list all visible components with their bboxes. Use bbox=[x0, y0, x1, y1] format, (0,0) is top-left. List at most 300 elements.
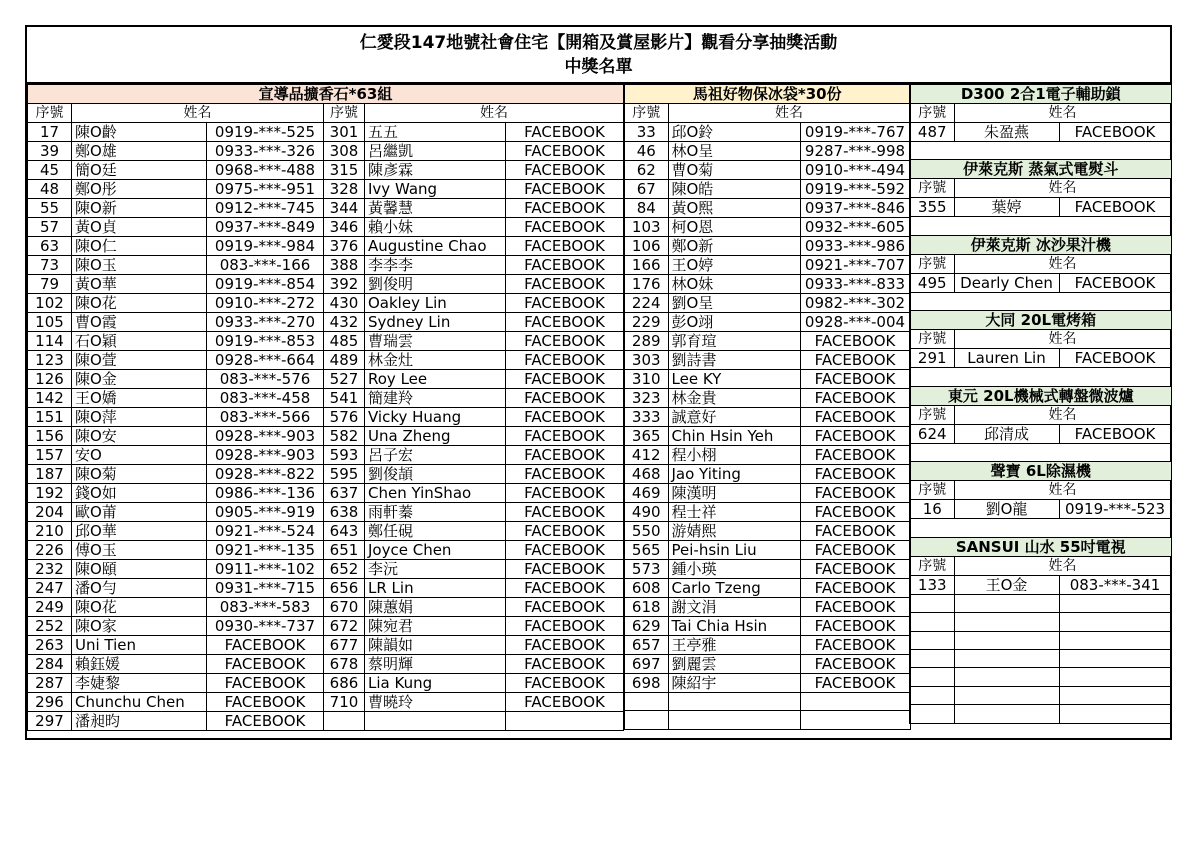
empty-cell bbox=[1059, 613, 1171, 631]
seq-cell: 142 bbox=[28, 389, 72, 408]
contact-cell: 0911-***-102 bbox=[207, 560, 324, 579]
table-row bbox=[624, 237, 910, 256]
contact-cell: FACEBOOK bbox=[506, 503, 624, 522]
name-cell: Jao Yiting bbox=[668, 465, 800, 484]
contact-cell: FACEBOOK bbox=[1059, 424, 1171, 443]
seq-cell: 697 bbox=[624, 655, 668, 674]
contact-cell: 9287-***-998 bbox=[800, 142, 910, 161]
seq-cell: 33 bbox=[624, 123, 668, 142]
name-cell: 陳O花 bbox=[72, 294, 207, 313]
seq-cell: 204 bbox=[28, 503, 72, 522]
contact-cell: FACEBOOK bbox=[506, 161, 624, 180]
name-cell: Joyce Chen bbox=[365, 541, 506, 560]
prize-header: 大同 20L電烤箱 bbox=[910, 311, 1171, 330]
name-cell: 鄭任硯 bbox=[365, 522, 506, 541]
contact-cell: 083-***-576 bbox=[207, 370, 324, 389]
contact-cell: 0905-***-919 bbox=[207, 503, 324, 522]
name-cell: 陳O齡 bbox=[72, 123, 207, 142]
name-cell: Tai Chia Hsin bbox=[668, 617, 800, 636]
seq-cell: 224 bbox=[624, 294, 668, 313]
seq-cell: 73 bbox=[28, 256, 72, 275]
table-row bbox=[28, 617, 624, 636]
seq-cell: 344 bbox=[324, 199, 365, 218]
seq-cell: 593 bbox=[324, 446, 365, 465]
empty-cell bbox=[910, 519, 1171, 537]
name-cell: 鄭O新 bbox=[668, 237, 800, 256]
contact-cell: FACEBOOK bbox=[506, 180, 624, 199]
contact-cell: 0931-***-715 bbox=[207, 579, 324, 598]
seq-cell: 328 bbox=[324, 180, 365, 199]
contact-cell: 0919-***-984 bbox=[207, 237, 324, 256]
prize-header-row bbox=[910, 235, 1171, 254]
seq-cell: 79 bbox=[28, 275, 72, 294]
contact-cell: FACEBOOK bbox=[207, 693, 324, 712]
empty-row bbox=[910, 613, 1171, 631]
contact-cell: FACEBOOK bbox=[800, 427, 910, 446]
contact-cell: FACEBOOK bbox=[506, 199, 624, 218]
name-cell: 劉O龍 bbox=[954, 500, 1059, 519]
table-row bbox=[28, 256, 624, 275]
table-row bbox=[624, 617, 910, 636]
name-cell: Vicky Huang bbox=[365, 408, 506, 427]
contact-cell: 0928-***-903 bbox=[207, 446, 324, 465]
table-row bbox=[28, 446, 624, 465]
name-cell: 陳紹宇 bbox=[668, 674, 800, 693]
seq-cell: 595 bbox=[324, 465, 365, 484]
table-row bbox=[624, 123, 910, 142]
seq-cell: 67 bbox=[624, 180, 668, 199]
empty-cell bbox=[954, 594, 1059, 612]
name-cell: 程士祥 bbox=[668, 503, 800, 522]
table-row bbox=[910, 575, 1171, 594]
name-cell: 鍾小瑛 bbox=[668, 560, 800, 579]
table-row bbox=[28, 142, 624, 161]
name-cell: 程小栩 bbox=[668, 446, 800, 465]
page-title: 仁愛段147地號社會住宅【開箱及賞屋影片】觀看分享抽獎活動 bbox=[359, 33, 838, 53]
seq-cell: 651 bbox=[324, 541, 365, 560]
empty-cell bbox=[910, 292, 1171, 310]
contact-cell: FACEBOOK bbox=[506, 237, 624, 256]
table-row bbox=[910, 349, 1171, 368]
table-row bbox=[624, 427, 910, 446]
name-cell: 劉O呈 bbox=[668, 294, 800, 313]
name-cell: Pei-hsin Liu bbox=[668, 541, 800, 560]
seq-cell: 263 bbox=[28, 636, 72, 655]
col-seq-header: 序號 bbox=[910, 104, 954, 123]
seq-cell: 527 bbox=[324, 370, 365, 389]
seq-cell: 376 bbox=[324, 237, 365, 256]
seq-cell: 296 bbox=[28, 693, 72, 712]
name-cell: 安O bbox=[72, 446, 207, 465]
name-cell bbox=[668, 711, 800, 729]
seq-cell: 187 bbox=[28, 465, 72, 484]
table-row bbox=[624, 408, 910, 427]
seq-cell: 652 bbox=[324, 560, 365, 579]
contact-cell: FACEBOOK bbox=[800, 389, 910, 408]
seq-cell: 105 bbox=[28, 313, 72, 332]
contact-cell: 0919-***-523 bbox=[1059, 500, 1171, 519]
spacer-row bbox=[910, 443, 1171, 461]
name-cell: Lee KY bbox=[668, 370, 800, 389]
contact-cell: FACEBOOK bbox=[800, 465, 910, 484]
name-cell bbox=[668, 693, 800, 711]
contact-cell: FACEBOOK bbox=[506, 674, 624, 693]
column-header-row bbox=[910, 405, 1171, 424]
seq-cell bbox=[624, 693, 668, 711]
name-cell: 陳O仁 bbox=[72, 237, 207, 256]
contact-cell: 0919-***-525 bbox=[207, 123, 324, 142]
table-row bbox=[28, 218, 624, 237]
name-cell: 柯O恩 bbox=[668, 218, 800, 237]
seq-cell: 63 bbox=[28, 237, 72, 256]
name-cell: 陳O金 bbox=[72, 370, 207, 389]
name-cell: 陳宛君 bbox=[365, 617, 506, 636]
name-cell: 李李李 bbox=[365, 256, 506, 275]
table-row bbox=[624, 313, 910, 332]
name-cell: 劉俊明 bbox=[365, 275, 506, 294]
contact-cell: FACEBOOK bbox=[506, 351, 624, 370]
contact-cell: 0928-***-664 bbox=[207, 351, 324, 370]
contact-cell: 0910-***-272 bbox=[207, 294, 324, 313]
contact-cell: 083-***-341 bbox=[1059, 575, 1171, 594]
seq-cell: 672 bbox=[324, 617, 365, 636]
contact-cell: FACEBOOK bbox=[506, 370, 624, 389]
contact-cell: FACEBOOK bbox=[506, 636, 624, 655]
name-cell: 陳O新 bbox=[72, 199, 207, 218]
prize-header: 東元 20L機械式轉盤微波爐 bbox=[910, 386, 1171, 405]
contact-cell: 083-***-458 bbox=[207, 389, 324, 408]
name-cell: 陳漢明 bbox=[668, 484, 800, 503]
table-row bbox=[624, 370, 910, 389]
seq-cell: 297 bbox=[28, 712, 72, 731]
seq-cell: 232 bbox=[28, 560, 72, 579]
seq-cell: 485 bbox=[324, 332, 365, 351]
seq-cell: 698 bbox=[624, 674, 668, 693]
table-row bbox=[910, 273, 1171, 292]
empty-cell bbox=[1059, 631, 1171, 649]
seq-cell: 114 bbox=[28, 332, 72, 351]
seq-cell: 123 bbox=[28, 351, 72, 370]
table-row bbox=[910, 424, 1171, 443]
seq-cell: 45 bbox=[28, 161, 72, 180]
seq-cell: 303 bbox=[624, 351, 668, 370]
name-cell: 李沅 bbox=[365, 560, 506, 579]
name-cell: Uni Tien bbox=[72, 636, 207, 655]
empty-cell bbox=[910, 613, 954, 631]
contact-cell: FACEBOOK bbox=[1059, 273, 1171, 292]
table-row bbox=[28, 522, 624, 541]
name-cell: Lia Kung bbox=[365, 674, 506, 693]
empty-cell bbox=[910, 686, 954, 704]
contact-cell: 0937-***-846 bbox=[800, 199, 910, 218]
seq-cell: 126 bbox=[28, 370, 72, 389]
name-cell: 傅O玉 bbox=[72, 541, 207, 560]
seq-cell: 678 bbox=[324, 655, 365, 674]
seq-cell: 102 bbox=[28, 294, 72, 313]
contact-cell: FACEBOOK bbox=[506, 256, 624, 275]
contact-cell: 0933-***-270 bbox=[207, 313, 324, 332]
contact-cell: 0975-***-951 bbox=[207, 180, 324, 199]
spacer-row bbox=[910, 142, 1171, 160]
name-cell: Oakley Lin bbox=[365, 294, 506, 313]
name-cell: 林金貴 bbox=[668, 389, 800, 408]
prize-header: D300 2合1電子輔助鎖 bbox=[910, 85, 1171, 104]
col-name-header: 姓名 bbox=[954, 405, 1171, 424]
name-cell: 郭育瑄 bbox=[668, 332, 800, 351]
name-cell: 王亭雅 bbox=[668, 636, 800, 655]
contact-cell: FACEBOOK bbox=[800, 579, 910, 598]
contact-cell: 0933-***-986 bbox=[800, 237, 910, 256]
seq-cell: 210 bbox=[28, 522, 72, 541]
table-row bbox=[624, 199, 910, 218]
table-row bbox=[624, 332, 910, 351]
table-row bbox=[28, 237, 624, 256]
seq-cell: 308 bbox=[324, 142, 365, 161]
contact-cell: FACEBOOK bbox=[800, 617, 910, 636]
seq-cell: 489 bbox=[324, 351, 365, 370]
table-row bbox=[624, 636, 910, 655]
contact-cell bbox=[800, 711, 910, 729]
table-row bbox=[28, 180, 624, 199]
column-header-row bbox=[910, 556, 1171, 575]
seq-cell: 17 bbox=[28, 123, 72, 142]
table-row bbox=[624, 484, 910, 503]
name-cell: 劉俊頡 bbox=[365, 465, 506, 484]
empty-cell bbox=[1059, 668, 1171, 686]
contact-cell: FACEBOOK bbox=[207, 712, 324, 731]
table-row bbox=[28, 693, 624, 712]
page-subtitle: 中獎名單 bbox=[564, 57, 633, 77]
col-name-header: 姓名 bbox=[954, 330, 1171, 349]
column-header-row bbox=[910, 104, 1171, 123]
name-cell: 黃O華 bbox=[72, 275, 207, 294]
col-name-header: 姓名 bbox=[954, 556, 1171, 575]
name-cell: 黃O貞 bbox=[72, 218, 207, 237]
name-cell: 李婕黎 bbox=[72, 674, 207, 693]
name-cell: 呂繼凱 bbox=[365, 142, 506, 161]
seq-cell: 656 bbox=[324, 579, 365, 598]
table-row bbox=[28, 332, 624, 351]
seq-cell: 226 bbox=[28, 541, 72, 560]
seq-cell: 84 bbox=[624, 199, 668, 218]
seq-cell: 229 bbox=[624, 313, 668, 332]
name-cell: 林O妹 bbox=[668, 275, 800, 294]
contact-cell: 0919-***-854 bbox=[207, 275, 324, 294]
name-cell: 黃O熙 bbox=[668, 199, 800, 218]
empty-row bbox=[910, 686, 1171, 704]
title-block bbox=[27, 27, 1170, 84]
table-row bbox=[910, 198, 1171, 217]
table-row bbox=[910, 500, 1171, 519]
spacer-row bbox=[910, 292, 1171, 310]
table-row bbox=[624, 142, 910, 161]
right-winners-table bbox=[909, 84, 1172, 724]
prize-header-row bbox=[910, 311, 1171, 330]
name-cell: 陳蕙娟 bbox=[365, 598, 506, 617]
table-row bbox=[28, 351, 624, 370]
table-row bbox=[624, 389, 910, 408]
table-row bbox=[28, 313, 624, 332]
name-cell: 葉婷 bbox=[954, 198, 1059, 217]
contact-cell: 0968-***-488 bbox=[207, 161, 324, 180]
empty-cell bbox=[1059, 705, 1171, 723]
col-seq-header: 序號 bbox=[910, 556, 954, 575]
contact-cell: 0928-***-004 bbox=[800, 313, 910, 332]
winners-sheet bbox=[25, 25, 1172, 740]
table-row bbox=[28, 503, 624, 522]
contact-cell: 0933-***-326 bbox=[207, 142, 324, 161]
empty-cell bbox=[1059, 594, 1171, 612]
seq-cell: 166 bbox=[624, 256, 668, 275]
contact-cell: FACEBOOK bbox=[207, 674, 324, 693]
name-cell: 曹O霞 bbox=[72, 313, 207, 332]
name-cell: 陳O萍 bbox=[72, 408, 207, 427]
name-cell: LR Lin bbox=[365, 579, 506, 598]
seq-cell: 468 bbox=[624, 465, 668, 484]
contact-cell: FACEBOOK bbox=[800, 655, 910, 674]
seq-cell: 670 bbox=[324, 598, 365, 617]
col-name-header: 姓名 bbox=[954, 254, 1171, 273]
spacer-row bbox=[910, 217, 1171, 235]
section-header-row bbox=[28, 85, 624, 104]
name-cell: 鄭O彤 bbox=[72, 180, 207, 199]
seq-cell: 487 bbox=[910, 123, 954, 142]
seq-cell: 55 bbox=[28, 199, 72, 218]
name-cell: 曹瑞雲 bbox=[365, 332, 506, 351]
table-row bbox=[28, 408, 624, 427]
empty-cell bbox=[910, 631, 954, 649]
contact-cell: FACEBOOK bbox=[506, 332, 624, 351]
name-cell: 賴小妹 bbox=[365, 218, 506, 237]
table-row bbox=[28, 465, 624, 484]
contact-cell: 0932-***-605 bbox=[800, 218, 910, 237]
seq-cell: 310 bbox=[624, 370, 668, 389]
table-row bbox=[28, 370, 624, 389]
col-seq-header: 序號 bbox=[910, 481, 954, 500]
name-cell: 雨軒蓁 bbox=[365, 503, 506, 522]
seq-cell: 323 bbox=[624, 389, 668, 408]
seq-cell: 629 bbox=[624, 617, 668, 636]
contact-cell: FACEBOOK bbox=[800, 446, 910, 465]
contact-cell: FACEBOOK bbox=[800, 408, 910, 427]
empty-cell bbox=[910, 649, 954, 667]
name-cell: Una Zheng bbox=[365, 427, 506, 446]
name-cell: 林O呈 bbox=[668, 142, 800, 161]
name-cell: 曹O菊 bbox=[668, 161, 800, 180]
seq-cell: 573 bbox=[624, 560, 668, 579]
contact-cell: FACEBOOK bbox=[506, 142, 624, 161]
contact-cell: FACEBOOK bbox=[506, 427, 624, 446]
seq-cell: 57 bbox=[28, 218, 72, 237]
seq-cell: 249 bbox=[28, 598, 72, 617]
middle-winners-table bbox=[623, 84, 911, 730]
table-row bbox=[624, 351, 910, 370]
seq-cell: 315 bbox=[324, 161, 365, 180]
contact-cell: FACEBOOK bbox=[800, 370, 910, 389]
seq-cell: 618 bbox=[624, 598, 668, 617]
seq-cell: 576 bbox=[324, 408, 365, 427]
name-cell: 謝文涓 bbox=[668, 598, 800, 617]
table-row bbox=[28, 484, 624, 503]
seq-cell: 291 bbox=[910, 349, 954, 368]
contact-cell: FACEBOOK bbox=[1059, 198, 1171, 217]
name-cell: 彭O翊 bbox=[668, 313, 800, 332]
seq-cell: 62 bbox=[624, 161, 668, 180]
column-header-row bbox=[910, 254, 1171, 273]
name-cell: 簡建羚 bbox=[365, 389, 506, 408]
name-cell: 錢O如 bbox=[72, 484, 207, 503]
prize-header: SANSUI 山水 55吋電視 bbox=[910, 537, 1171, 556]
section-header: 宣導品擴香石*63組 bbox=[28, 85, 624, 104]
name-cell: 陳O菊 bbox=[72, 465, 207, 484]
contact-cell: FACEBOOK bbox=[800, 541, 910, 560]
empty-cell bbox=[910, 443, 1171, 461]
prize-header: 聲寶 6L除濕機 bbox=[910, 462, 1171, 481]
prize-header-row bbox=[910, 386, 1171, 405]
name-cell: 王O婷 bbox=[668, 256, 800, 275]
name-cell: 劉詩書 bbox=[668, 351, 800, 370]
table-row bbox=[624, 503, 910, 522]
contact-cell: 0919-***-767 bbox=[800, 123, 910, 142]
empty-row bbox=[910, 594, 1171, 612]
name-cell: Sydney Lin bbox=[365, 313, 506, 332]
col-name-header: 姓名 bbox=[954, 104, 1171, 123]
seq-cell: 39 bbox=[28, 142, 72, 161]
empty-cell bbox=[954, 649, 1059, 667]
contact-cell: FACEBOOK bbox=[1059, 349, 1171, 368]
name-cell: 曹曉玲 bbox=[365, 693, 506, 712]
seq-cell: 301 bbox=[324, 123, 365, 142]
empty-cell bbox=[954, 705, 1059, 723]
empty-cell bbox=[910, 594, 954, 612]
name-cell: 朱盈燕 bbox=[954, 123, 1059, 142]
seq-cell: 432 bbox=[324, 313, 365, 332]
contact-cell: FACEBOOK bbox=[506, 313, 624, 332]
name-cell: 陳O皓 bbox=[668, 180, 800, 199]
prize-header-row bbox=[910, 85, 1171, 104]
contact-cell: 083-***-583 bbox=[207, 598, 324, 617]
contact-cell: FACEBOOK bbox=[506, 560, 624, 579]
seq-cell: 192 bbox=[28, 484, 72, 503]
table-row bbox=[624, 275, 910, 294]
name-cell: 陳彥霖 bbox=[365, 161, 506, 180]
seq-cell: 686 bbox=[324, 674, 365, 693]
empty-cell bbox=[954, 668, 1059, 686]
name-cell: 呂子宏 bbox=[365, 446, 506, 465]
table-row bbox=[624, 218, 910, 237]
seq-cell: 16 bbox=[910, 500, 954, 519]
contact-cell: FACEBOOK bbox=[207, 636, 324, 655]
contact-cell: FACEBOOK bbox=[506, 617, 624, 636]
name-cell: 黃馨慧 bbox=[365, 199, 506, 218]
name-cell: Chin Hsin Yeh bbox=[668, 427, 800, 446]
contact-cell: FACEBOOK bbox=[800, 560, 910, 579]
seq-cell: 430 bbox=[324, 294, 365, 313]
name-cell: Roy Lee bbox=[365, 370, 506, 389]
name-cell: Dearly Chen bbox=[954, 273, 1059, 292]
table-row bbox=[28, 294, 624, 313]
col-seq-header: 序號 bbox=[324, 104, 365, 123]
name-cell: 陳O家 bbox=[72, 617, 207, 636]
name-cell: 潘昶昀 bbox=[72, 712, 207, 731]
spacer-row bbox=[910, 519, 1171, 537]
seq-cell: 48 bbox=[28, 180, 72, 199]
name-cell: Chen YinShao bbox=[365, 484, 506, 503]
contact-cell: 0930-***-737 bbox=[207, 617, 324, 636]
contact-cell: 0933-***-833 bbox=[800, 275, 910, 294]
col-seq-header: 序號 bbox=[910, 179, 954, 198]
empty-cell bbox=[910, 142, 1171, 160]
